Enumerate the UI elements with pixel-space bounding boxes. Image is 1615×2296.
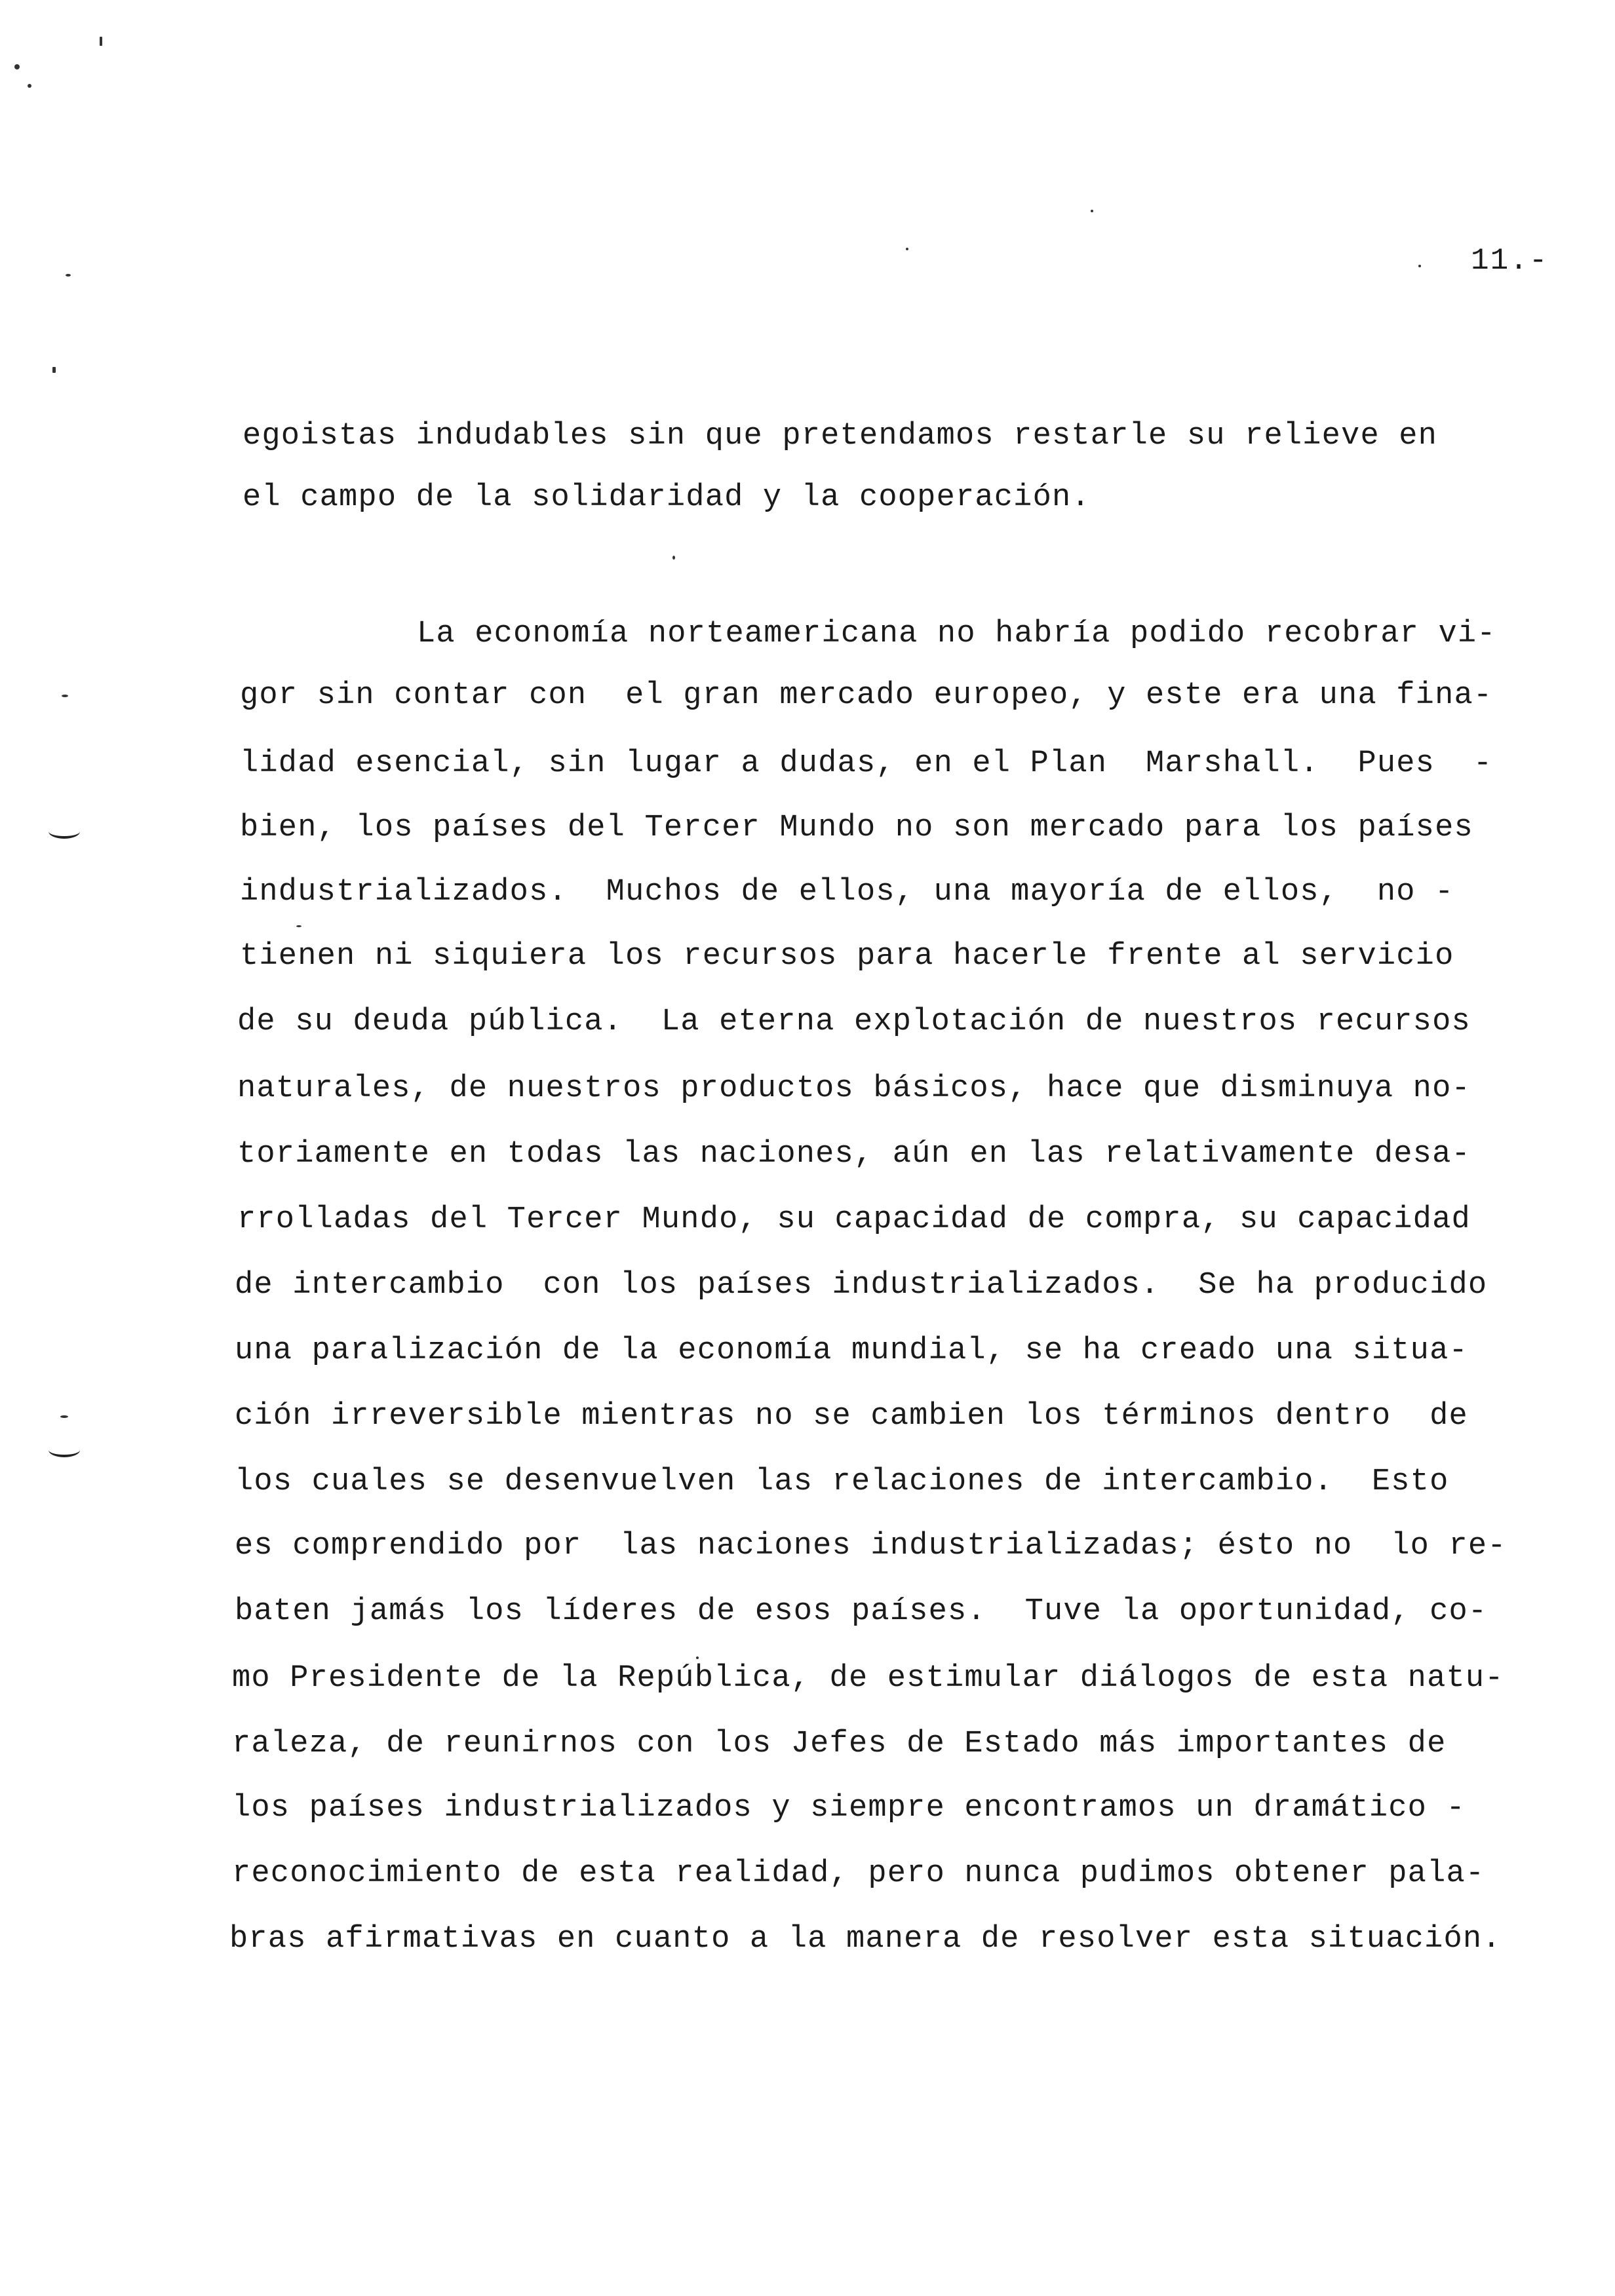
text-line: tienen ni siquiera los recursos para hacerle frente al servicio <box>240 939 1454 974</box>
text-line: naturales, de nuestros productos básicos, hace que disminuya no- <box>237 1071 1471 1106</box>
text-line: industrializados. Muchos de ellos, una mayoría de ellos, no - <box>240 875 1454 909</box>
scan-speck <box>14 64 20 69</box>
text-line: gor sin contar con el gran mercado europeo, y este era una fina- <box>240 678 1493 713</box>
scan-speck <box>100 37 102 46</box>
binding-hole-mark <box>49 824 80 839</box>
binding-hole-mark <box>49 1443 80 1457</box>
scan-speck <box>62 695 68 697</box>
scan-speck <box>1418 265 1421 267</box>
text-line: una paralización de la economía mundial, se ha creado una situa- <box>235 1333 1468 1368</box>
text-line: baten jamás los líderes de esos países. Tuve la oportunidad, co- <box>235 1594 1488 1629</box>
text-line: egoistas indudables sin que pretendamos restarle su relieve en <box>243 419 1438 453</box>
scan-speck <box>1091 210 1093 212</box>
text-line: bien, los países del Tercer Mundo no son mercado para los países <box>240 811 1473 845</box>
text-line: toriamente en todas las naciones, aún en las relativamente desa- <box>237 1137 1471 1172</box>
text-line: bras afirmativas en cuanto a la manera de resolver esta situación. <box>229 1922 1502 1957</box>
text-line: los países industrializados y siempre encontramos un dramático - <box>232 1791 1466 1826</box>
text-line: los cuales se desenvuelven las relaciones de intercambio. Esto <box>235 1464 1449 1499</box>
text-line: La economía norteamericana no habría podido recobrar vi- <box>417 617 1496 651</box>
text-line: raleza, de reunirnos con los Jefes de Estado más importantes de <box>232 1727 1447 1761</box>
text-line: rrolladas del Tercer Mundo, su capacidad de compra, su capacidad <box>237 1202 1471 1237</box>
text-line: reconocimiento de esta realidad, pero nunca pudimos obtener pala- <box>232 1856 1485 1891</box>
text-line: de intercambio con los países industrializados. Se ha producido <box>235 1268 1488 1303</box>
scan-speck <box>52 367 56 373</box>
text-line: es comprendido por las naciones industrializadas; ésto no lo re- <box>235 1529 1507 1563</box>
text-line: el campo de la solidaridad y la cooperación. <box>243 480 1091 515</box>
text-line: mo Presidente de la República, de estimular diálogos de esta natu- <box>232 1661 1504 1696</box>
scan-speck <box>28 84 31 88</box>
scan-speck <box>696 1656 699 1659</box>
text-line: ción irreversible mientras no se cambien los términos dentro de <box>235 1399 1468 1434</box>
text-line: de su deuda pública. La eterna explotación de nuestros recursos <box>237 1004 1471 1039</box>
text-line: lidad esencial, sin lugar a dudas, en el Plan Marshall. Pues - <box>240 746 1493 781</box>
scan-speck <box>906 248 908 250</box>
page-number: 11.- <box>1471 244 1549 278</box>
scan-speck <box>296 925 302 927</box>
scan-speck <box>66 274 71 277</box>
scan-speck <box>672 556 675 560</box>
scan-speck <box>60 1415 68 1418</box>
